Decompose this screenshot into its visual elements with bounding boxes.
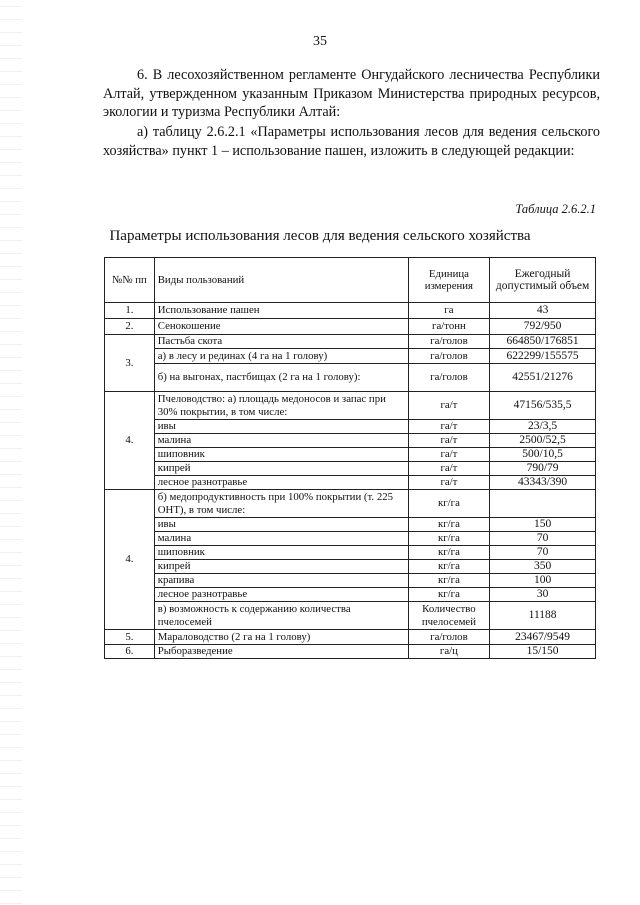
header-kind: Виды пользований (154, 258, 408, 303)
row-unit: кг/га (408, 518, 489, 532)
row-volume: 42551/21276 (490, 364, 596, 392)
row-kind: а) в лесу и рединах (4 га на 1 голову) (154, 349, 408, 364)
table-row (105, 645, 596, 659)
header-unit: Единица измерения (408, 258, 489, 303)
row-num: 2. (105, 319, 155, 335)
table-row (105, 588, 596, 602)
row-unit: кг/га (408, 560, 489, 574)
row-unit: га/ц (408, 645, 489, 659)
row-kind: шиповник (154, 546, 408, 560)
row-volume: 350 (490, 560, 596, 574)
row-kind: ивы (154, 518, 408, 532)
row-volume: 100 (490, 574, 596, 588)
paragraph-1 (103, 66, 600, 122)
row-kind: Мараловодство (2 га на 1 голову) (154, 630, 408, 645)
table-row (105, 434, 596, 448)
row-volume: 23467/9549 (490, 630, 596, 645)
row-num: 5. (105, 630, 155, 645)
row-kind: б) на выгонах, пастбищах (2 га на 1 голову): (154, 364, 408, 392)
row-unit: кг/га (408, 546, 489, 560)
table-row (105, 518, 596, 532)
row-volume: 23/3,5 (490, 420, 596, 434)
row-kind: малина (154, 532, 408, 546)
paragraph-2 (103, 123, 600, 160)
row-volume: 15/150 (490, 645, 596, 659)
table-row (105, 546, 596, 560)
table-row (105, 364, 596, 392)
table-row (105, 574, 596, 588)
table-row (105, 303, 596, 319)
table-row (105, 392, 596, 420)
row-num: 4. (105, 490, 155, 630)
row-kind: в) возможность к содержанию количества пчелосемей (154, 602, 408, 630)
row-unit: га/т (408, 476, 489, 490)
row-kind: Пастьба скота (154, 335, 408, 349)
table-row (105, 560, 596, 574)
row-unit: га/т (408, 392, 489, 420)
table-row (105, 490, 596, 518)
row-num: 3. (105, 335, 155, 392)
table-row (105, 602, 596, 630)
row-num: 1. (105, 303, 155, 319)
row-kind: крапива (154, 574, 408, 588)
row-volume: 70 (490, 546, 596, 560)
table-row (105, 448, 596, 462)
header-num: №№ пп (105, 258, 155, 303)
row-unit: кг/га (408, 588, 489, 602)
header-volume: Ежегодный допустимый объем (490, 258, 596, 303)
row-unit: кг/га (408, 532, 489, 546)
table-row (105, 532, 596, 546)
table-row (105, 420, 596, 434)
row-unit: га/т (408, 420, 489, 434)
row-volume: 622299/155575 (490, 349, 596, 364)
table-row (105, 462, 596, 476)
row-volume (490, 490, 596, 518)
table-label: Таблица 2.6.2.1 (515, 202, 596, 216)
row-volume: 11188 (490, 602, 596, 630)
row-volume: 70 (490, 532, 596, 546)
row-kind: лесное разнотравье (154, 588, 408, 602)
table-title: Параметры использования лесов для ведения сельского хозяйства (109, 228, 531, 244)
row-kind: Пчеловодство: а) площадь медоносов и запас при 30% покрытии, в том числе: (154, 392, 408, 420)
row-unit: га (408, 303, 489, 319)
page-number: 35 (313, 34, 327, 49)
parameters-table (104, 257, 596, 659)
row-kind: Использование пашен (154, 303, 408, 319)
row-volume: 150 (490, 518, 596, 532)
row-unit: га/голов (408, 335, 489, 349)
table-row (105, 476, 596, 490)
row-unit: га/голов (408, 349, 489, 364)
paragraph-2-text: а) таблицу 2.6.2.1 «Параметры использования лесов для ведения сельского хозяйства» пункт 1 – использование пашен, изложить в следующей редакции: (103, 124, 600, 159)
row-kind: малина (154, 434, 408, 448)
row-kind: шиповник (154, 448, 408, 462)
table-row (105, 349, 596, 364)
row-volume: 500/10,5 (490, 448, 596, 462)
row-unit: кг/га (408, 490, 489, 518)
table-header-row (105, 258, 596, 303)
row-unit: га/т (408, 434, 489, 448)
table-row (105, 630, 596, 645)
row-num: 4. (105, 392, 155, 490)
row-unit: кг/га (408, 574, 489, 588)
row-unit: га/голов (408, 364, 489, 392)
row-volume: 43 (490, 303, 596, 319)
row-volume: 47156/535,5 (490, 392, 596, 420)
table-row (105, 319, 596, 335)
row-num: 6. (105, 645, 155, 659)
row-volume: 792/950 (490, 319, 596, 335)
row-kind: кипрей (154, 560, 408, 574)
row-kind: лесное разнотравье (154, 476, 408, 490)
row-volume: 790/79 (490, 462, 596, 476)
row-kind: б) медопродуктивность при 100% покрытии (т. 225 ОНТ), в том числе: (154, 490, 408, 518)
row-unit: Количество пчелосемей (408, 602, 489, 630)
table-row (105, 335, 596, 349)
row-volume: 43343/390 (490, 476, 596, 490)
row-kind: Сенокошение (154, 319, 408, 335)
row-unit: га/тонн (408, 319, 489, 335)
paragraph-1-text: 6. В лесохозяйственном регламенте Онгудайского лесничества Республики Алтай, утвержденном указанным Приказом Министерства природных ресурсов, экологии и туризма Республики Алтай: (103, 67, 600, 120)
row-unit: га/т (408, 448, 489, 462)
row-volume: 30 (490, 588, 596, 602)
row-volume: 2500/52,5 (490, 434, 596, 448)
row-volume: 664850/176851 (490, 335, 596, 349)
row-kind: ивы (154, 420, 408, 434)
scan-margin-noise (0, 0, 22, 905)
row-unit: га/т (408, 462, 489, 476)
row-unit: га/голов (408, 630, 489, 645)
row-kind: Рыборазведение (154, 645, 408, 659)
row-kind: кипрей (154, 462, 408, 476)
